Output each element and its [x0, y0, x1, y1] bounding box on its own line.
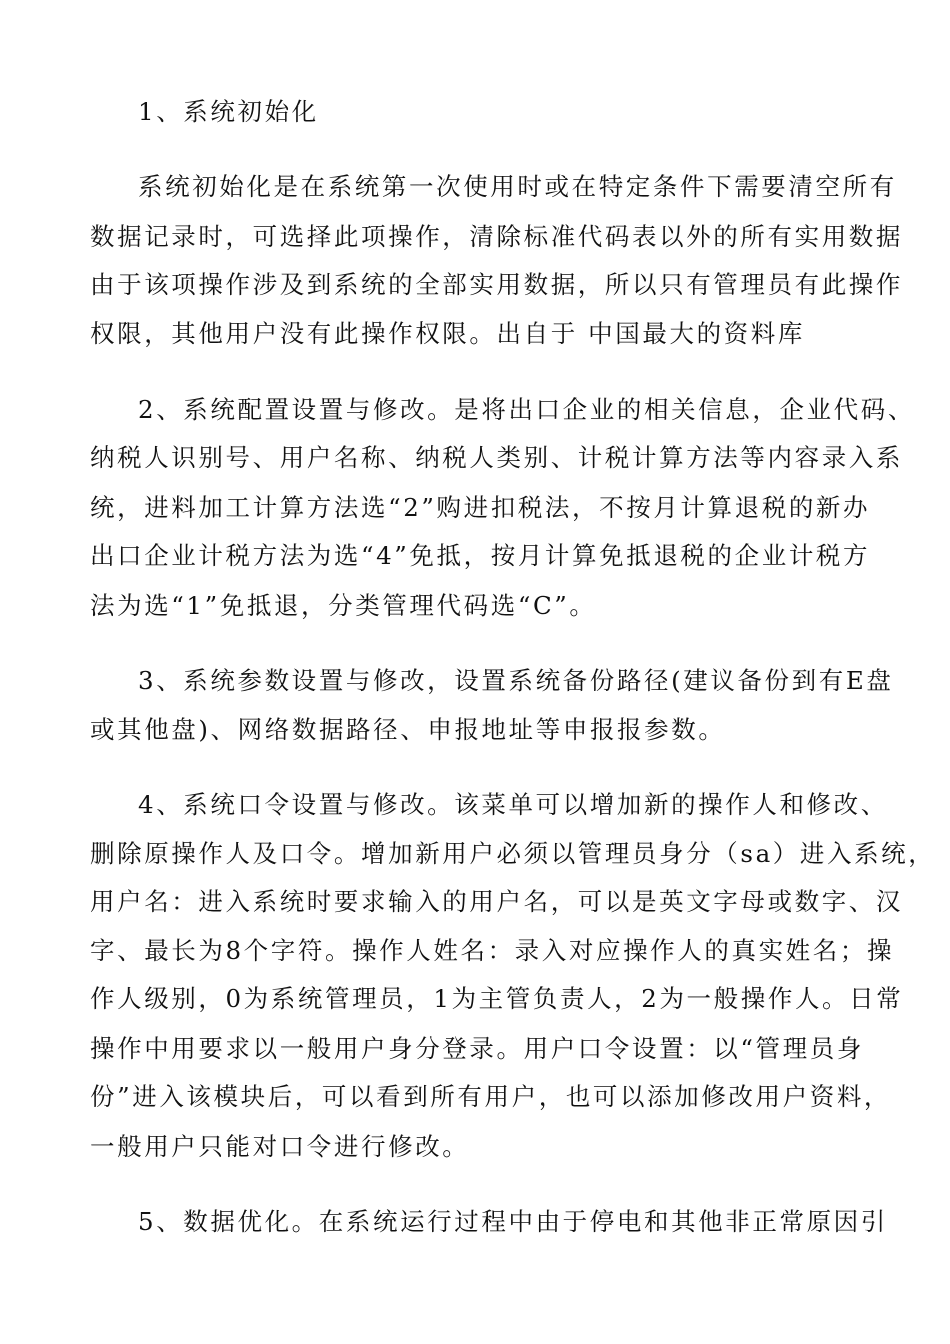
paragraph-line: 删除原操作人及口令。增加新用户必须以管理员身分（sa）进入系统，: [90, 839, 936, 868]
paragraph-line: 字、最长为8个字符。操作人姓名：录入对应操作人的真实姓名；操: [90, 936, 895, 965]
paragraph-line: 操作中用要求以一般用户身分登录。用户口令设置：以“管理员身: [90, 1034, 864, 1063]
paragraph-line: 用户名：进入系统时要求输入的用户名，可以是英文字母或数字、汉: [90, 887, 903, 916]
paragraph-line: 数据记录时，可选择此项操作，清除标准代码表以外的所有实用数据: [90, 222, 903, 251]
section-heading-1: 1、系统初始化: [138, 97, 319, 126]
paragraph-line: 4、系统口令设置与修改。该菜单可以增加新的操作人和修改、: [138, 790, 888, 819]
paragraph-line: 法为选“1”免抵退，分类管理代码选“C”。: [90, 591, 597, 620]
paragraph-line: 2、系统配置设置与修改。是将出口企业的相关信息，企业代码、: [138, 395, 915, 424]
paragraph-line: 权限，其他用户没有此操作权限。出自于 中国最大的资料库: [90, 319, 805, 348]
paragraph-line: 5、数据优化。在系统运行过程中由于停电和其他非正常原因引: [138, 1207, 888, 1236]
paragraph-line: 3、系统参数设置与修改，设置系统备份路径(建议备份到有E盘: [138, 666, 894, 695]
paragraph-line: 系统初始化是在系统第一次使用时或在特定条件下需要清空所有: [138, 172, 897, 201]
paragraph-line: 纳税人识别号、用户名称、纳税人类别、计税计算方法等内容录入系: [90, 443, 903, 472]
paragraph-line: 作人级别，0为系统管理员，1为主管负责人，2为一般操作人。日常: [90, 984, 904, 1013]
paragraph-line: 出口企业计税方法为选“4”免抵，按月计算免抵退税的企业计税方: [90, 541, 871, 570]
paragraph-line: 由于该项操作涉及到系统的全部实用数据，所以只有管理员有此操作: [90, 270, 903, 299]
paragraph-line: 统，进料加工计算方法选“2”购进扣税法，不按月计算退税的新办: [90, 493, 871, 522]
paragraph-line: 或其他盘)、网络数据路径、申报地址等申报报参数。: [90, 715, 726, 744]
paragraph-line: 份”进入该模块后，可以看到所有用户，也可以添加修改用户资料，: [90, 1082, 892, 1111]
paragraph-line: 一般用户只能对口令进行修改。: [90, 1132, 470, 1161]
